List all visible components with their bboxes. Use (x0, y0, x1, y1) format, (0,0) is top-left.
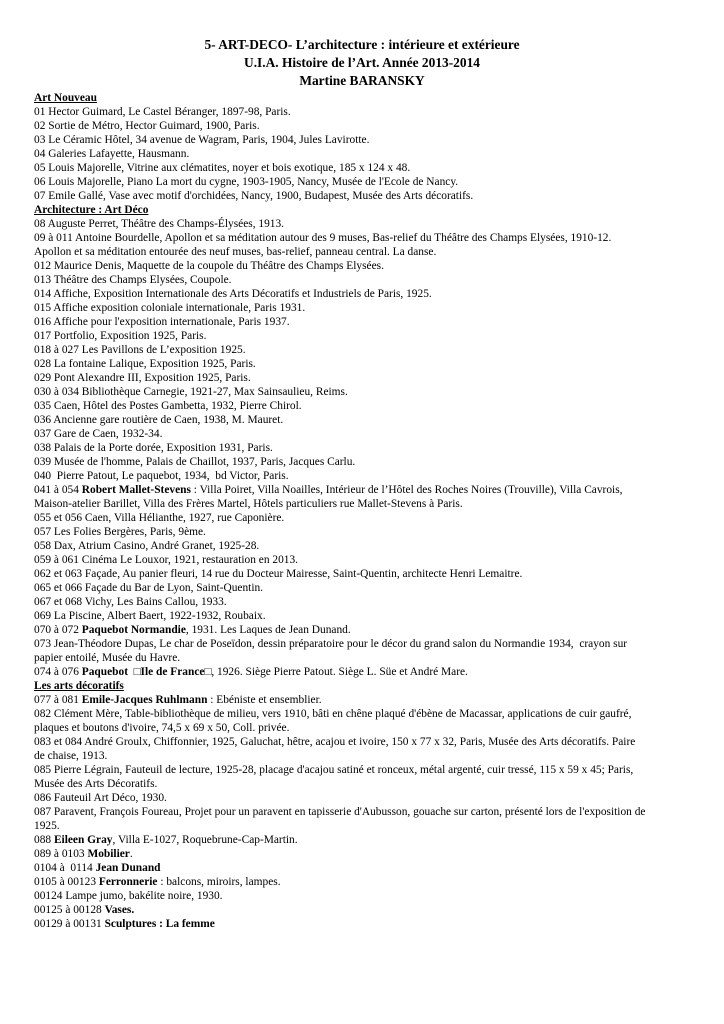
item-subject: Eileen Gray (53, 834, 113, 846)
list-item: 01 Hector Guimard, Le Castel Béranger, 1897-98, Paris. (34, 106, 291, 118)
item-subject: Sculptures : La femme (104, 918, 215, 930)
item-subject: Emile-Jacques Ruhlmann (81, 694, 208, 706)
item-subject: Paquebot □Ile de France□ (81, 666, 212, 678)
list-item: 040 Pierre Patout, Le paquebot, 1934, bd Victor, Paris. (34, 470, 289, 482)
list-item: Musée des Arts Décoratifs. (34, 778, 158, 790)
list-item (34, 693, 690, 707)
item-number: 089 à 0103 (34, 848, 88, 860)
list-item (34, 847, 690, 861)
list-item (34, 875, 690, 889)
list-item: 02 Sortie de Métro, Hector Guimard, 1900, Paris. (34, 120, 260, 132)
list-item: 055 et 056 Caen, Villa Hélianthe, 1927, rue Caponière. (34, 512, 285, 524)
list-item: 083 et 084 André Groulx, Chiffonnier, 1925, Galuchat, hêtre, acajou et ivoire, 150 x 77 x 32, Paris, Musée des Arts décoratifs. Paire (34, 736, 636, 748)
title-line-3: Martine BARANSKY (299, 73, 425, 88)
list-item: 073 Jean-Théodore Dupas, Le char de Poseïdon, dessin préparatoire pour le décor du grand salon du Normandie 1934, crayon sur (34, 638, 628, 650)
list-item: 09 à 011 Antoine Bourdelle, Apollon et sa méditation autour des 9 muses, Bas-relief du Théâtre des Champs Elysées, 1910-12. (34, 232, 612, 244)
item-detail: , Villa E-1027, Roquebrune-Cap-Martin. (112, 834, 298, 846)
list-item: 067 et 068 Vichy, Les Bains Callou, 1933. (34, 596, 227, 608)
list-item: 00124 Lampe jumo, bakélite noire, 1930. (34, 890, 223, 902)
item-number: 0104 à 0114 (34, 862, 96, 874)
item-subject: Paquebot Normandie (81, 624, 186, 636)
list-item: 085 Pierre Légrain, Fauteuil de lecture, 1925-28, placage d'acajou satiné et ronceux, métal argenté, cuir tressé, 115 x 59 x 45; Paris, (34, 764, 634, 776)
list-item: 039 Musée de l'homme, Palais de Chaillot, 1937, Paris, Jacques Carlu. (34, 456, 356, 468)
list-item: 05 Louis Majorelle, Vitrine aux clématites, noyer et bois exotique, 185 x 124 x 48. (34, 162, 411, 174)
title-line-1: 5- ART-DECO- L’architecture : intérieure et extérieure (204, 37, 520, 52)
item-detail: : Villa Poiret, Villa Noailles, Intérieur de l’Hôtel des Roches Noires (Trouville), Villa Cavrois, (190, 484, 623, 496)
list-item: 057 Les Folies Bergères, Paris, 9ème. (34, 526, 206, 538)
item-detail: : Ebéniste et ensemblier. (207, 694, 322, 706)
item-number: 0105 à 00123 (34, 876, 99, 888)
list-item: 028 La fontaine Lalique, Exposition 1925, Paris. (34, 358, 256, 370)
list-item: 015 Affiche exposition coloniale internationale, Paris 1931. (34, 302, 306, 314)
list-item: 086 Fauteuil Art Déco, 1930. (34, 792, 167, 804)
item-subject: Mobilier (87, 848, 130, 860)
list-item (34, 903, 690, 917)
item-number: 070 à 072 (34, 624, 82, 636)
list-item: 08 Auguste Perret, Théâtre des Champs-Élysées, 1913. (34, 218, 285, 230)
list-item: 037 Gare de Caen, 1932-34. (34, 428, 163, 440)
list-item: 07 Emile Gallé, Vase avec motif d'orchidées, Nancy, 1900, Budapest, Musée des Arts décoratifs. (34, 190, 474, 202)
list-item: 035 Caen, Hôtel des Postes Gambetta, 1932, Pierre Chirol. (34, 400, 302, 412)
list-item (34, 861, 690, 875)
item-number: 00125 à 00128 (34, 904, 105, 916)
list-item: Apollon et sa méditation entourée des neuf muses, bas-relief, panneau central. La danse. (34, 246, 437, 258)
list-item: plaques et boutons d'ivoire, 74,5 x 69 x 50, Coll. privée. (34, 722, 290, 734)
list-item: 036 Ancienne gare routière de Caen, 1938, M. Mauret. (34, 414, 284, 426)
list-item: 029 Pont Alexandre III, Exposition 1925, Paris. (34, 372, 251, 384)
list-item (34, 917, 690, 931)
list-item: 017 Portfolio, Exposition 1925, Paris. (34, 330, 207, 342)
section-heading: Art Nouveau (34, 92, 97, 104)
list-item: de chaise, 1913. (34, 750, 108, 762)
list-item: 06 Louis Majorelle, Piano La mort du cygne, 1903-1905, Nancy, Musée de l'Ecole de Nancy. (34, 176, 459, 188)
list-item: 038 Palais de la Porte dorée, Exposition 1931, Paris. (34, 442, 273, 454)
document-body (34, 91, 690, 931)
list-item: 087 Paravent, François Foureau, Projet pour un paravent en tapisserie d'Aubusson, gouache sur carton, présenté lors de l'exposition de (34, 806, 646, 818)
list-item: 04 Galeries Lafayette, Hausmann. (34, 148, 190, 160)
item-detail: , 1926. Siège Pierre Patout. Siège L. Süe et André Mare. (211, 666, 468, 678)
item-number: 00129 à 00131 (34, 918, 105, 930)
list-item: 1925. (34, 820, 60, 832)
item-subject: Jean Dunand (95, 862, 161, 874)
list-item (34, 623, 690, 637)
list-item: 016 Affiche pour l'exposition internationale, Paris 1937. (34, 316, 290, 328)
item-subject: Vases. (104, 904, 135, 916)
item-number: 077 à 081 (34, 694, 82, 706)
list-item: 012 Maurice Denis, Maquette de la coupole du Théâtre des Champs Elysées. (34, 260, 384, 272)
list-item: 069 La Piscine, Albert Baert, 1922-1932, Roubaix. (34, 610, 266, 622)
item-detail: . (129, 848, 133, 860)
list-item: 062 et 063 Façade, Au panier fleuri, 14 rue du Docteur Mairesse, Saint-Quentin, architecte Henri Lemaitre. (34, 568, 523, 580)
item-number: 041 à 054 (34, 484, 82, 496)
title-line-2: U.I.A. Histoire de l’Art. Année 2013-2014 (244, 55, 480, 70)
section-heading: Les arts décoratifs (34, 680, 124, 692)
list-item (34, 665, 690, 679)
list-item: 013 Théâtre des Champs Elysées, Coupole. (34, 274, 232, 286)
list-item: 082 Clément Mère, Table-bibliothèque de milieu, vers 1910, bâti en chêne plaqué d'ébène de Macassar, applications de cuir gaufré, (34, 708, 632, 720)
item-subject: Robert Mallet-Stevens (81, 484, 191, 496)
item-detail: : balcons, miroirs, lampes. (157, 876, 281, 888)
item-number: 074 à 076 (34, 666, 82, 678)
list-item: 059 à 061 Cinéma Le Louxor, 1921, restauration en 2013. (34, 554, 298, 566)
list-item (34, 833, 690, 847)
list-item (34, 483, 690, 497)
item-detail: , 1931. Les Laques de Jean Dunand. (185, 624, 351, 636)
list-item: Maison-atelier Barillet, Villa des Frères Martel, Hôtels particuliers rue Mallet-Stevens à Paris. (34, 498, 463, 510)
list-item: 014 Affiche, Exposition Internationale des Arts Décoratifs et Industriels de Paris, 1925. (34, 288, 432, 300)
list-item: 030 à 034 Bibliothèque Carnegie, 1921-27, Max Sainsaulieu, Reims. (34, 386, 348, 398)
list-item: 03 Le Céramic Hôtel, 34 avenue de Wagram, Paris, 1904, Jules Lavirotte. (34, 134, 370, 146)
document-header (34, 0, 690, 90)
list-item: 065 et 066 Façade du Bar de Lyon, Saint-Quentin. (34, 582, 264, 594)
item-number: 088 (34, 834, 54, 846)
item-subject: Ferronnerie (98, 876, 158, 888)
section-heading: Architecture : Art Déco (34, 204, 149, 216)
list-item: 018 à 027 Les Pavillons de L’exposition 1925. (34, 344, 246, 356)
list-item: 058 Dax, Atrium Casino, André Granet, 1925-28. (34, 540, 260, 552)
list-item: papier entoilé, Musée du Havre. (34, 652, 181, 664)
